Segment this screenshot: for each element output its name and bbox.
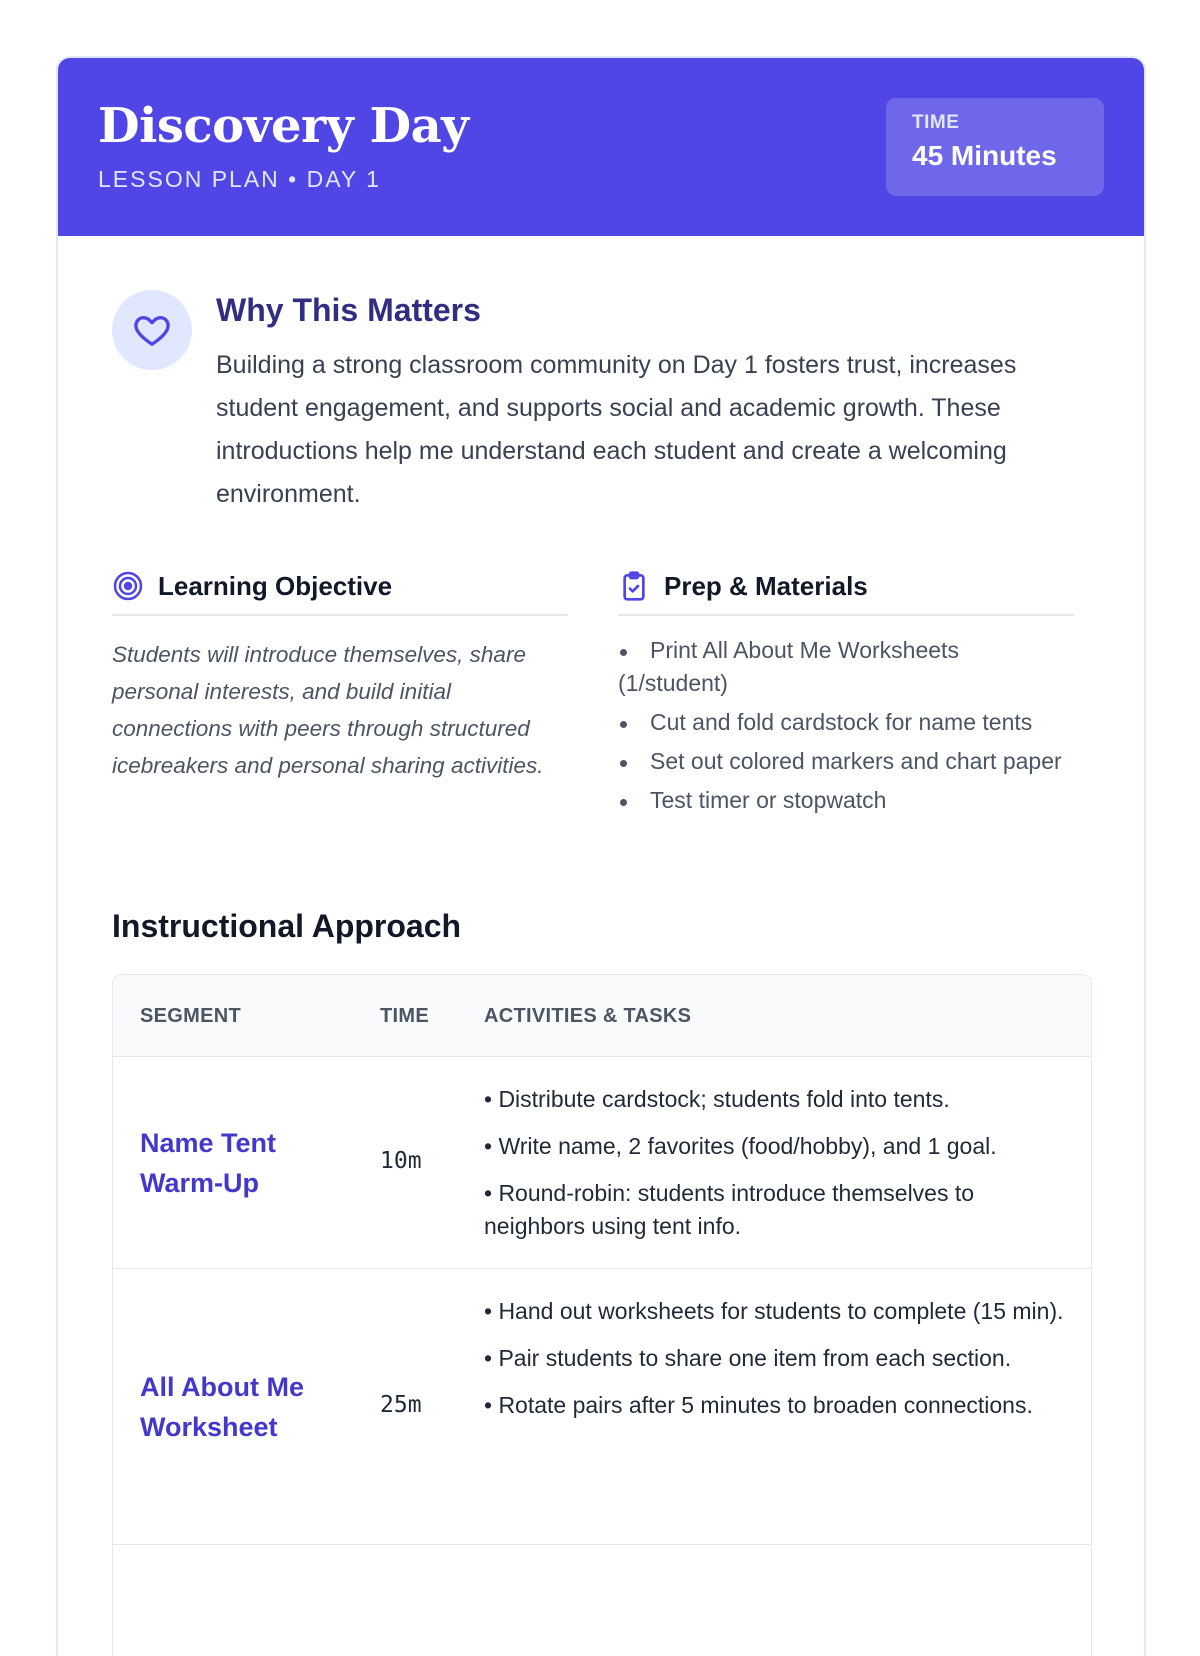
objective-header bbox=[112, 568, 568, 616]
task-item: • Write name, 2 favorites (food/hobby), and 1 goal. bbox=[484, 1133, 997, 1159]
column-header-time: TIME bbox=[380, 1005, 429, 1027]
task-item: • Rotate pairs after 5 minutes to broaden connections. bbox=[484, 1392, 1033, 1418]
materials-section bbox=[618, 568, 1074, 823]
target-icon bbox=[112, 570, 144, 602]
segment-time: 25m bbox=[380, 1392, 422, 1418]
segment-name: Name Tent Warm-Up bbox=[140, 1128, 277, 1198]
list-item: Cut and fold cardstock for name tents bbox=[618, 706, 1074, 739]
materials-list bbox=[618, 634, 1074, 817]
why-heading: Why This Matters bbox=[216, 292, 481, 328]
heart-icon bbox=[112, 290, 192, 370]
lesson-subtitle: LESSON PLAN • DAY 1 bbox=[98, 166, 381, 192]
time-badge bbox=[886, 98, 1104, 196]
column-header-activities: ACTIVITIES & TASKS bbox=[484, 1005, 692, 1027]
task-item: • Round-robin: students introduce themselves to neighbors using tent info. bbox=[484, 1180, 975, 1239]
list-item: Set out colored markers and chart paper bbox=[618, 745, 1074, 778]
objective-heading: Learning Objective bbox=[158, 570, 393, 601]
segment-name: All About Me Worksheet bbox=[140, 1372, 304, 1442]
objective-text: Students will introduce themselves, share personal interests, and build initial connections with peers through structured icebreakers and personal sharing activities. bbox=[112, 642, 544, 778]
time-value: 45 Minutes bbox=[912, 140, 1057, 171]
table-header bbox=[113, 975, 1091, 1057]
segment-time: 10m bbox=[380, 1148, 422, 1174]
task-item: • Pair students to share one item from each section. bbox=[484, 1345, 1012, 1371]
materials-header bbox=[618, 568, 1074, 616]
column-header-segment: SEGMENT bbox=[140, 1005, 241, 1027]
table-row bbox=[113, 1057, 1091, 1269]
clipboard-check-icon bbox=[618, 570, 650, 602]
why-text: Building a strong classroom community on Day 1 fosters trust, increases student engagement, and supports social and academic growth. These introductions help me understand each student and create a welcoming environment. bbox=[216, 351, 1017, 508]
list-item: Test timer or stopwatch bbox=[618, 784, 1074, 817]
list-item: Print All About Me Worksheets (1/student) bbox=[618, 634, 1074, 700]
approach-table bbox=[112, 974, 1092, 1656]
objective-section bbox=[112, 568, 568, 784]
task-item: • Distribute cardstock; students fold into tents. bbox=[484, 1086, 950, 1112]
time-label: TIME bbox=[912, 112, 960, 133]
task-list bbox=[484, 1295, 1064, 1436]
task-list bbox=[484, 1083, 1064, 1257]
task-item: • Hand out worksheets for students to complete (15 min). bbox=[484, 1298, 1064, 1324]
lesson-plan-card bbox=[56, 56, 1146, 1656]
table-row bbox=[113, 1269, 1091, 1545]
materials-heading: Prep & Materials bbox=[664, 570, 868, 601]
page-title: Discovery Day bbox=[98, 98, 469, 154]
lesson-header bbox=[58, 58, 1144, 236]
approach-title: Instructional Approach bbox=[112, 908, 462, 944]
